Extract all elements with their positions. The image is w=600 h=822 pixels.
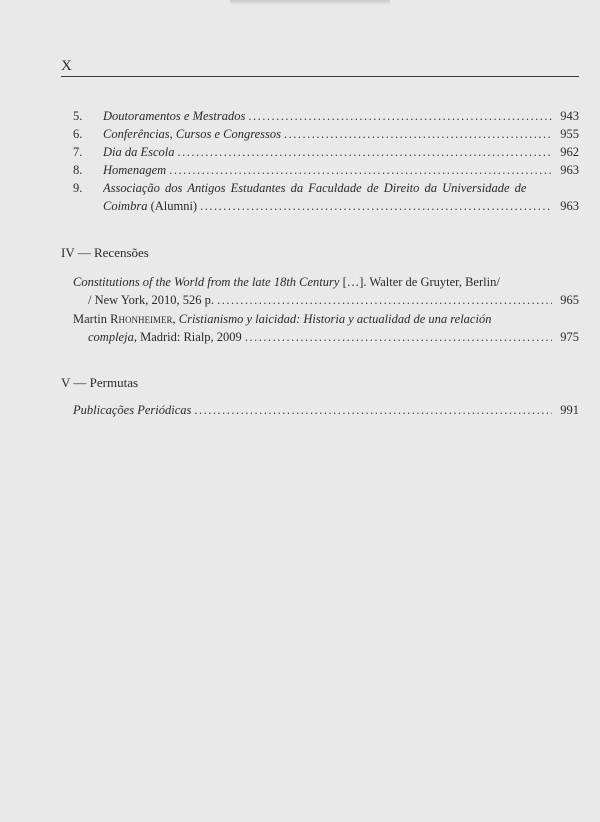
leader-dots [178, 144, 552, 160]
review-title: Constitutions of the World from the late 18th Century [73, 275, 340, 289]
toc-entry-title-line1: Associação dos Antigos Estudantes da Faculdade de Direito da Universidade de [103, 181, 527, 195]
toc-entry-page: 965 [560, 293, 579, 307]
toc-entry-title: Dia da Escola [103, 145, 175, 159]
toc-entry-page: 943 [560, 109, 579, 123]
toc-entry-title-line2 [103, 198, 197, 214]
toc-entry-number: 6. [73, 127, 83, 141]
toc-entry-title: Homenagem [103, 163, 167, 177]
leader-dots [169, 162, 552, 178]
review-entry-2[interactable] [0, 311, 600, 347]
toc-entry-page: 955 [560, 127, 579, 141]
review-publisher-cont: / New York, 2010, 526 p. [88, 293, 215, 307]
section-v-title: V — Permutas [61, 375, 139, 390]
review-publisher: , Madrid: Rialp, 2009 [133, 330, 242, 344]
leader-dots [284, 126, 552, 142]
toc-entry-number: 7. [73, 145, 83, 159]
review-author-first: Martin [73, 312, 111, 326]
review-title-cont [88, 329, 242, 345]
section-iv-title: IV — Recensões [61, 245, 149, 260]
toc-entry-page: 963 [560, 163, 579, 177]
toc-entry-title-italic: Coimbra [103, 199, 148, 213]
toc-entry-number: 8. [73, 163, 83, 177]
leader-dots [217, 292, 552, 308]
toc-entry-number: 9. [73, 181, 83, 195]
toc-entry-title: Doutoramentos e Mestrados [103, 109, 246, 123]
leader-dots [248, 108, 552, 124]
toc-entry-page: 975 [560, 330, 579, 344]
toc-entry-title: Publicações Periódicas [73, 403, 192, 417]
header-rule [61, 76, 579, 77]
toc-entry-title-rest: (Alumni) [147, 199, 198, 213]
scan-shadow [230, 0, 390, 5]
page-number-roman: X [61, 58, 73, 74]
toc-entry-9[interactable] [0, 180, 600, 216]
review-title: Cristianismo y laicidad: Historia y actualidad de una relación [178, 312, 492, 326]
review-entry-1[interactable] [0, 274, 600, 310]
review-separator: , [172, 312, 179, 326]
toc-entry-title: Conferências, Cursos e Congressos [103, 127, 282, 141]
toc-entry-page: 991 [560, 403, 579, 417]
review-publisher: […]. Walter de Gruyter, Berlin/ [339, 275, 500, 289]
toc-entry-page: 962 [560, 145, 579, 159]
leader-dots [194, 402, 552, 418]
leader-dots [200, 198, 552, 214]
review-author-last: Rhonheimer [110, 312, 173, 326]
review-title-italic: compleja [88, 330, 134, 344]
toc-entry-page: 963 [560, 199, 579, 213]
leader-dots [245, 329, 552, 345]
toc-entry-number: 5. [73, 109, 83, 123]
